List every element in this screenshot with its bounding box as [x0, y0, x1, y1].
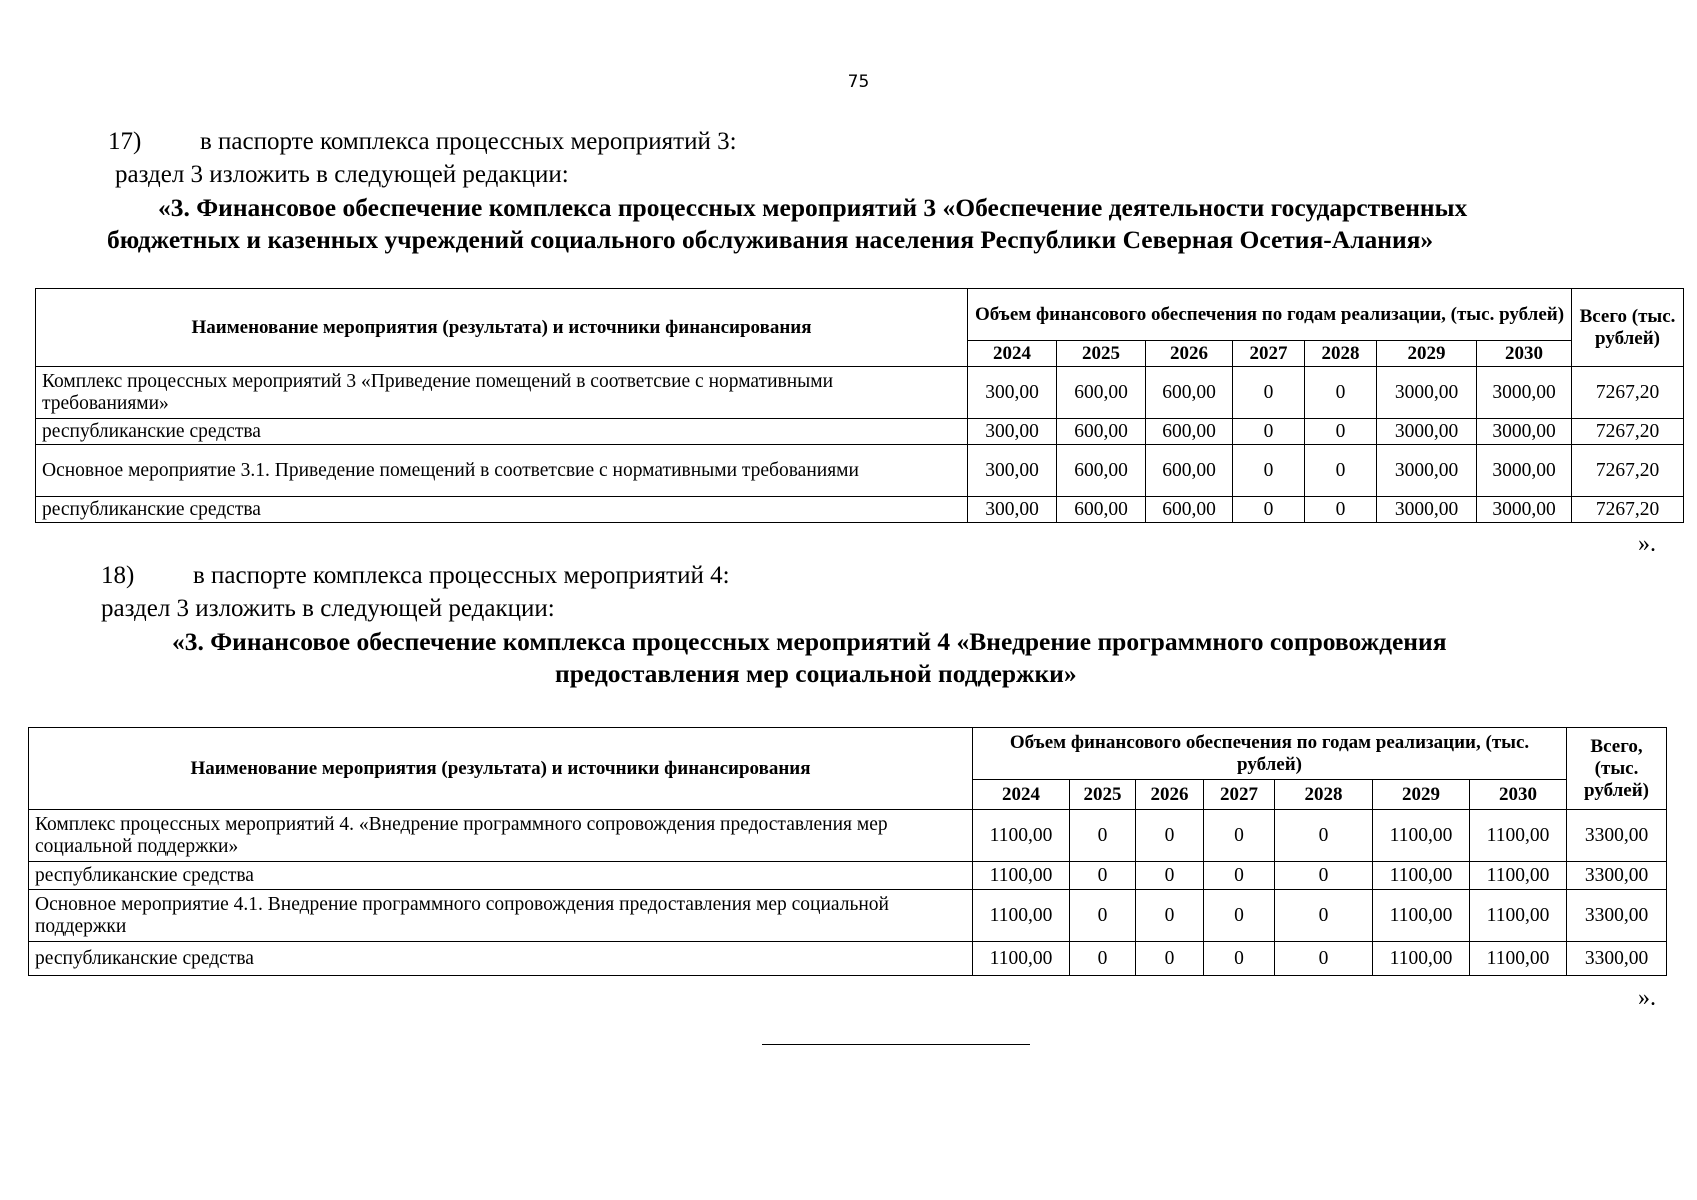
cell-value: 0 [1305, 419, 1377, 445]
cell-value: 600,00 [1057, 367, 1146, 419]
section-instruction: раздел 3 изложить в следующей редакции: [115, 161, 569, 188]
header-total: Всего (тыс. рублей) [1572, 289, 1684, 367]
cell-value: 3000,00 [1377, 497, 1477, 523]
section-title-line: предоставления мер социальной поддержки» [555, 659, 1077, 688]
header-volume: Объем финансового обеспечения по годам реализации, (тыс. рублей) [973, 728, 1567, 780]
cell-value: 0 [1204, 862, 1275, 890]
cell-total: 7267,20 [1572, 497, 1684, 523]
year-header: 2028 [1275, 780, 1373, 810]
section-title-cont [555, 658, 1077, 690]
table-row [29, 810, 1667, 862]
item-text: в паспорте комплекса процессных мероприятий 3: [200, 128, 737, 155]
cell-value: 600,00 [1146, 445, 1233, 497]
financing-table-4 [28, 727, 1667, 976]
header-name: Наименование мероприятия (результата) и источники финансирования [36, 289, 968, 367]
section-title [172, 626, 1447, 658]
cell-value: 3000,00 [1377, 445, 1477, 497]
cell-value: 0 [1233, 367, 1305, 419]
year-header: 2030 [1477, 341, 1572, 367]
year-header: 2027 [1233, 341, 1305, 367]
cell-value: 1100,00 [973, 862, 1070, 890]
header-total: Всего, (тыс. рублей) [1567, 728, 1667, 810]
row-name: Основное мероприятие 3.1. Приведение помещений в соответсвие с нормативными требованиями [36, 445, 968, 497]
table-row [36, 445, 1684, 497]
cell-value: 600,00 [1057, 419, 1146, 445]
cell-value: 0 [1275, 942, 1373, 976]
row-name: республиканские средства [29, 942, 973, 976]
cell-value: 0 [1305, 367, 1377, 419]
cell-value: 1100,00 [973, 890, 1070, 942]
header-volume: Объем финансового обеспечения по годам реализации, (тыс. рублей) [968, 289, 1572, 341]
row-name: Комплекс процессных мероприятий 3 «Приведение помещений в соответсвие с нормативными требованиями» [36, 367, 968, 419]
section-title-line: бюджетных и казенных учреждений социального обслуживания населения Республики Северная Осетия-Алания» [107, 225, 1434, 254]
section-title [158, 192, 1467, 224]
table-row [36, 497, 1684, 523]
cell-value: 3000,00 [1377, 367, 1477, 419]
year-header: 2026 [1146, 341, 1233, 367]
cell-value: 600,00 [1146, 367, 1233, 419]
cell-value: 0 [1233, 419, 1305, 445]
cell-total: 7267,20 [1572, 419, 1684, 445]
cell-value: 0 [1275, 890, 1373, 942]
cell-total: 3300,00 [1567, 810, 1667, 862]
cell-value: 300,00 [968, 367, 1057, 419]
cell-value: 3000,00 [1477, 419, 1572, 445]
item-17-line [108, 127, 737, 157]
cell-value: 1100,00 [973, 942, 1070, 976]
cell-value: 1100,00 [1373, 890, 1470, 942]
cell-value: 0 [1305, 497, 1377, 523]
section-title-line: «3. Финансовое обеспечение комплекса процессных мероприятий 3 «Обеспечение деятельности государственных [158, 193, 1468, 222]
cell-value: 0 [1070, 890, 1136, 942]
year-header: 2028 [1305, 341, 1377, 367]
cell-value: 0 [1136, 942, 1204, 976]
cell-value: 0 [1275, 810, 1373, 862]
cell-value: 3000,00 [1477, 367, 1572, 419]
table-row [29, 862, 1667, 890]
cell-value: 600,00 [1146, 497, 1233, 523]
section-title-cont [107, 224, 1433, 256]
item-number: 18) [101, 562, 135, 589]
year-header: 2029 [1377, 341, 1477, 367]
table-row [29, 890, 1667, 942]
cell-value: 0 [1204, 810, 1275, 862]
cell-value: 1100,00 [1470, 890, 1567, 942]
closing-quote: ». [1638, 531, 1656, 557]
year-header: 2027 [1204, 780, 1275, 810]
table-row [36, 419, 1684, 445]
year-header: 2026 [1136, 780, 1204, 810]
header-name: Наименование мероприятия (результата) и источники финансирования [29, 728, 973, 810]
footer-divider [762, 1044, 1030, 1045]
cell-value: 600,00 [1057, 497, 1146, 523]
cell-value: 0 [1305, 445, 1377, 497]
cell-value: 1100,00 [1373, 862, 1470, 890]
cell-value: 0 [1204, 942, 1275, 976]
year-header: 2029 [1373, 780, 1470, 810]
cell-value: 300,00 [968, 419, 1057, 445]
cell-total: 3300,00 [1567, 942, 1667, 976]
section-title-line: «3. Финансовое обеспечение комплекса процессных мероприятий 4 «Внедрение программного сопровождения [172, 627, 1447, 656]
cell-value: 0 [1136, 890, 1204, 942]
cell-value: 0 [1233, 445, 1305, 497]
table-row [29, 942, 1667, 976]
cell-value: 1100,00 [1373, 810, 1470, 862]
cell-value: 0 [1233, 497, 1305, 523]
cell-value: 3000,00 [1477, 445, 1572, 497]
year-header: 2025 [1070, 780, 1136, 810]
cell-value: 0 [1070, 862, 1136, 890]
cell-total: 3300,00 [1567, 862, 1667, 890]
cell-value: 0 [1204, 890, 1275, 942]
year-header: 2024 [973, 780, 1070, 810]
cell-value: 0 [1136, 810, 1204, 862]
cell-value: 1100,00 [1470, 810, 1567, 862]
cell-value: 300,00 [968, 497, 1057, 523]
item-18-line [101, 561, 730, 591]
cell-value: 1100,00 [1470, 942, 1567, 976]
page-number: 75 [847, 72, 870, 92]
cell-value: 0 [1070, 942, 1136, 976]
closing-quote: ». [1638, 985, 1656, 1011]
row-name: Основное мероприятие 4.1. Внедрение программного сопровождения предоставления мер социальной поддержки [29, 890, 973, 942]
year-header: 2025 [1057, 341, 1146, 367]
section-instruction: раздел 3 изложить в следующей редакции: [101, 595, 555, 622]
cell-value: 0 [1136, 862, 1204, 890]
cell-value: 300,00 [968, 445, 1057, 497]
cell-value: 600,00 [1146, 419, 1233, 445]
cell-value: 1100,00 [973, 810, 1070, 862]
row-name: республиканские средства [36, 497, 968, 523]
financing-table-3 [35, 288, 1684, 523]
cell-total: 7267,20 [1572, 367, 1684, 419]
year-header: 2024 [968, 341, 1057, 367]
item-text: в паспорте комплекса процессных мероприятий 4: [193, 562, 730, 589]
cell-value: 1100,00 [1373, 942, 1470, 976]
cell-value: 0 [1275, 862, 1373, 890]
cell-value: 1100,00 [1470, 862, 1567, 890]
cell-value: 3000,00 [1377, 419, 1477, 445]
year-header: 2030 [1470, 780, 1567, 810]
cell-value: 0 [1070, 810, 1136, 862]
cell-value: 3000,00 [1477, 497, 1572, 523]
cell-total: 7267,20 [1572, 445, 1684, 497]
row-name: Комплекс процессных мероприятий 4. «Внедрение программного сопровождения предоставления мер социальной поддержки» [29, 810, 973, 862]
row-name: республиканские средства [36, 419, 968, 445]
table-row [36, 367, 1684, 419]
cell-total: 3300,00 [1567, 890, 1667, 942]
row-name: республиканские средства [29, 862, 973, 890]
item-number: 17) [108, 128, 142, 155]
cell-value: 600,00 [1057, 445, 1146, 497]
